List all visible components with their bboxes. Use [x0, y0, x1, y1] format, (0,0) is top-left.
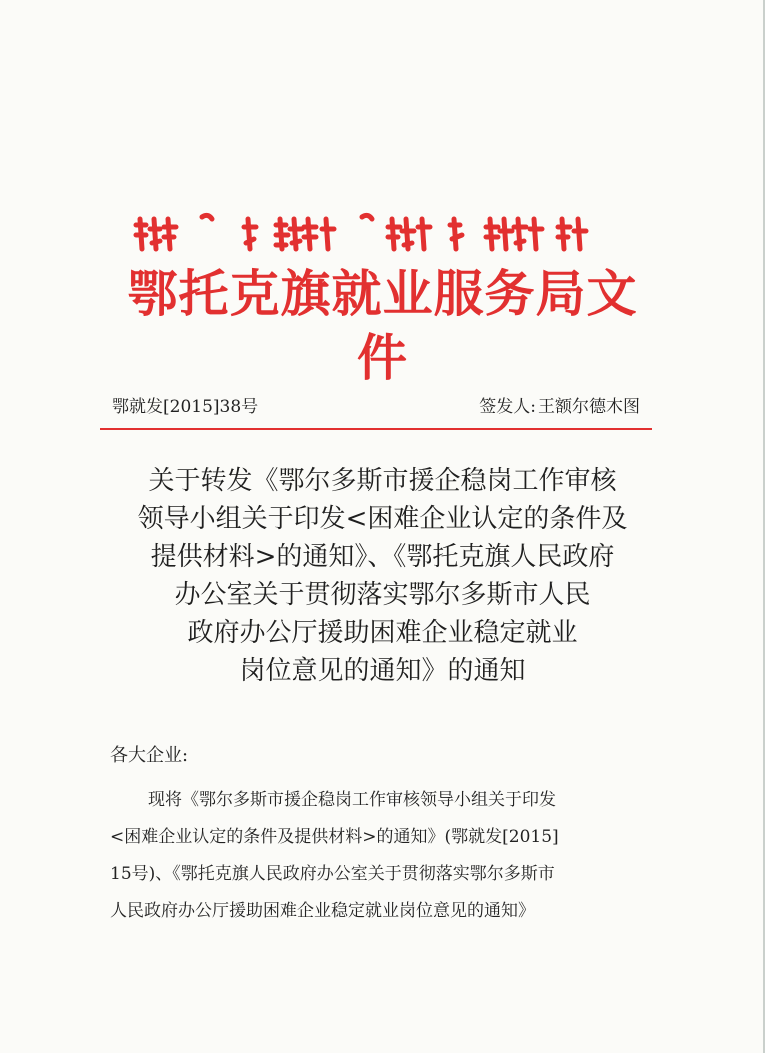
red-divider: [100, 428, 652, 430]
body-paragraph: [110, 782, 625, 930]
mongolian-script-header: [130, 205, 600, 253]
body-line: 15号)、《鄂托克旗人民政府办公室关于贯彻落实鄂尔多斯市: [110, 864, 555, 884]
body-line: <困难企业认定的条件及提供材料>的通知》(鄂就发[2015]: [110, 827, 559, 847]
document-number: 鄂就发[2015]38号: [112, 397, 259, 417]
issuer-label: 签发人:: [479, 397, 536, 417]
document-meta: [112, 393, 652, 421]
body-line: 现将《鄂尔多斯市援企稳岗工作审核领导小组关于印发: [148, 790, 556, 810]
title-line: 领导小组关于印发<困难企业认定的条件及: [137, 504, 628, 534]
body-line: 人民政府办公厅援助困难企业稳定就业岗位意见的通知》: [110, 901, 535, 921]
issuer: [479, 393, 640, 421]
title-line: 办公室关于贯彻落实鄂尔多斯市人民: [174, 580, 591, 610]
title-line: 提供材料>的通知》、《鄂托克旗人民政府: [150, 542, 615, 572]
agency-title: 鄂托克旗就业服务局文件: [127, 265, 638, 387]
issuer-name: 王额尔德木图: [538, 397, 640, 417]
document-title: [70, 462, 695, 690]
title-line: 政府办公厅援助困难企业稳定就业: [187, 618, 578, 648]
salutation: 各大企业:: [110, 745, 189, 766]
title-line: 岗位意见的通知》的通知: [239, 656, 526, 686]
title-line: 关于转发《鄂尔多斯市援企稳岗工作审核: [148, 466, 617, 496]
